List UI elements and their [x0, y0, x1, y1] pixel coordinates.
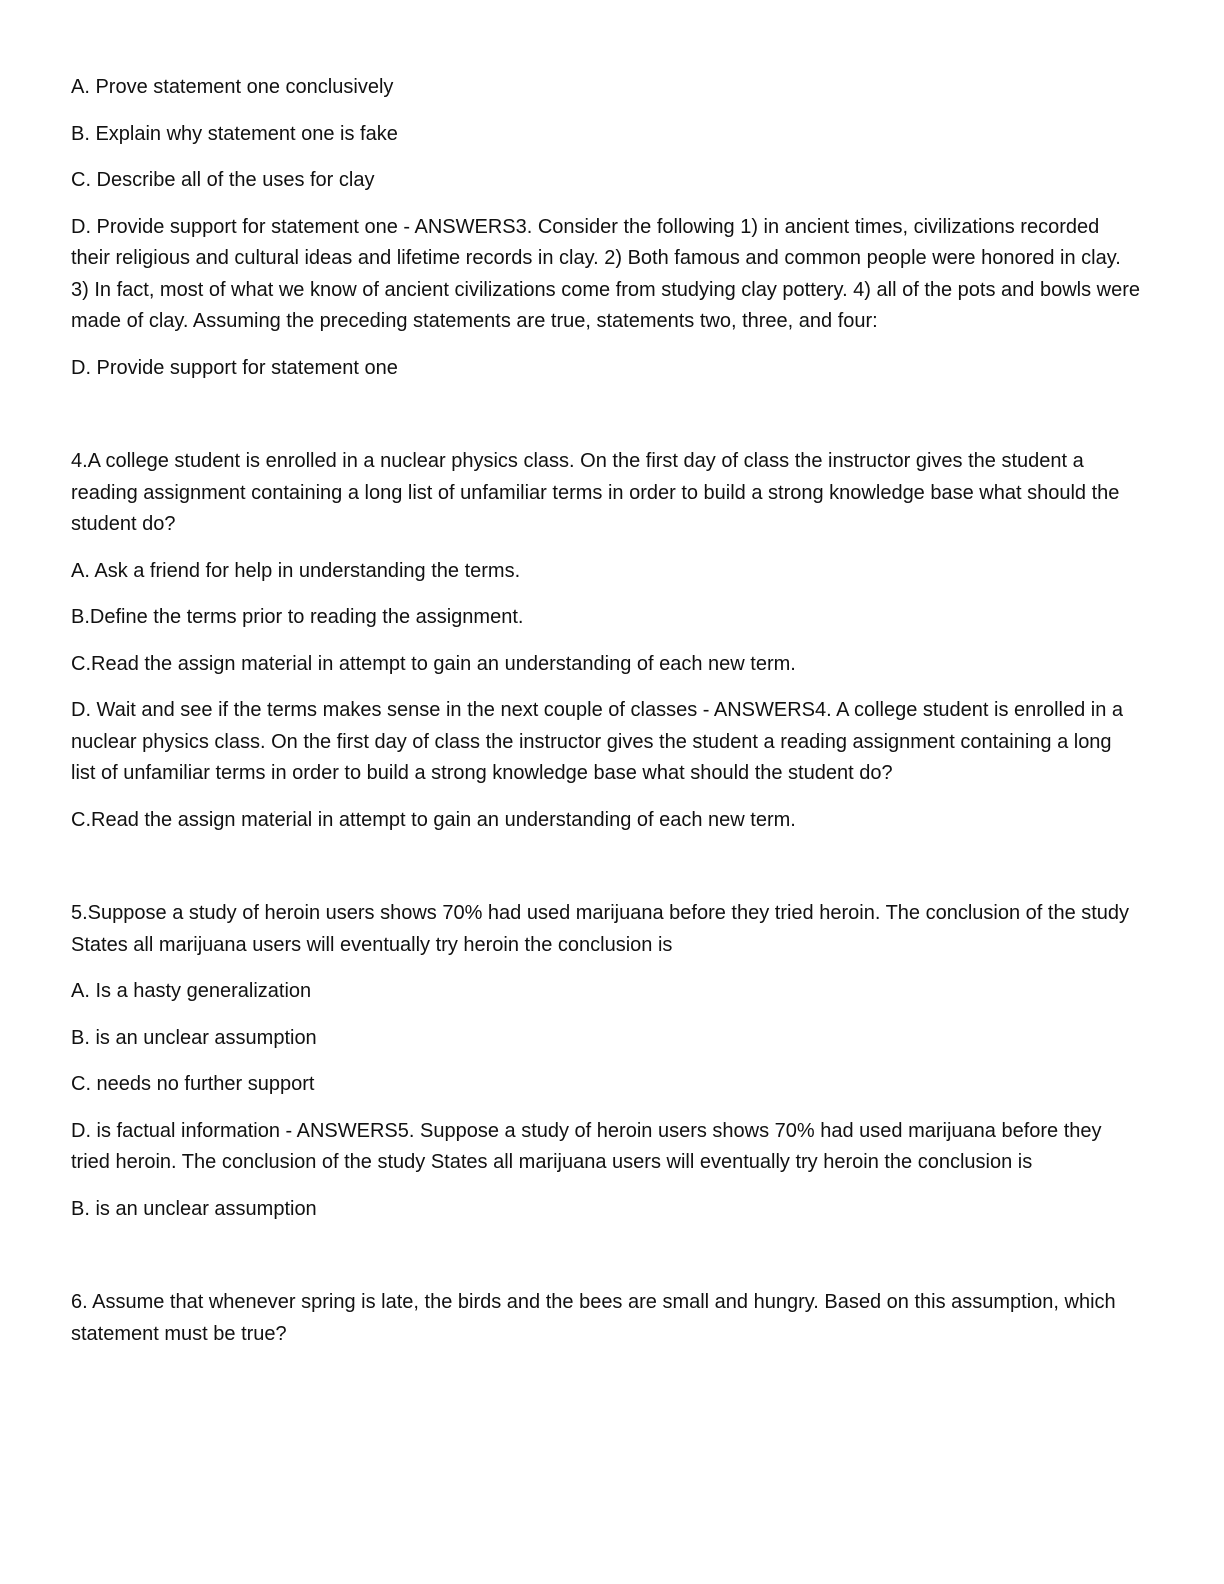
text-paragraph: B. is an unclear assumption: [71, 1026, 317, 1049]
text-paragraph: C. Describe all of the uses for clay: [71, 169, 375, 191]
text-paragraph: D. Provide support for statement one: [71, 356, 398, 379]
text-paragraph: C. needs no further support: [71, 1073, 315, 1095]
text-paragraph: A. Ask a friend for help in understanding the terms.: [71, 559, 521, 582]
text-paragraph: B.Define the terms prior to reading the assignment.: [71, 606, 524, 628]
section-spacer: [71, 851, 1141, 898]
document-page: [71, 72, 1141, 1365]
text-paragraph: C.Read the assign material in attempt to gain an understanding of each new term.: [71, 808, 796, 831]
text-paragraph: 6. Assume that whenever spring is late, the birds and the bees are small and hungry. Based on this assumption, which statement must be true?: [71, 1291, 1116, 1345]
text-paragraph: C.Read the assign material in attempt to gain an understanding of each new term.: [71, 652, 796, 675]
text-paragraph: B. Explain why statement one is fake: [71, 122, 398, 145]
text-paragraph: B. is an unclear assumption: [71, 1197, 317, 1220]
text-paragraph: D. Provide support for statement one - ANSWERS3. Consider the following 1) in ancient times, civilizations recorded their religious and cultural ideas and lifetime records in clay. 2) Both famous and common people were honored in clay. 3) In fact, most of what we know of ancient civilizations come from studying clay pottery. 4) all of the pots and bowls were made of clay. Assuming the preceding statements are true, statements two, three, and four:: [71, 215, 1141, 332]
section-spacer: [71, 399, 1141, 446]
text-paragraph: 5.Suppose a study of heroin users shows 70% had used marijuana before they tried heroin. The conclusion of the study States all marijuana users will eventually try heroin the conclusion is: [71, 902, 1130, 956]
text-paragraph: D. Wait and see if the terms makes sense in the next couple of classes - ANSWERS4. A college student is enrolled in a nuclear physics class. On the first day of class the instructor gives the student a reading assignment containing a long list of unfamiliar terms in order to build a strong knowledge base what should the student do?: [71, 699, 1124, 784]
text-paragraph: 4.A college student is enrolled in a nuclear physics class. On the first day of class the instructor gives the student a reading assignment containing a long list of unfamiliar terms in order to build a strong knowledge base what should the student do?: [71, 450, 1120, 535]
text-paragraph: D. is factual information - ANSWERS5. Suppose a study of heroin users shows 70% had used marijuana before they tried heroin. The conclusion of the study States all marijuana users will eventually try heroin the conclusion is: [71, 1119, 1102, 1173]
text-paragraph: A. Is a hasty generalization: [71, 980, 312, 1002]
section-spacer: [71, 1240, 1141, 1287]
text-paragraph: A. Prove statement one conclusively: [71, 76, 394, 98]
